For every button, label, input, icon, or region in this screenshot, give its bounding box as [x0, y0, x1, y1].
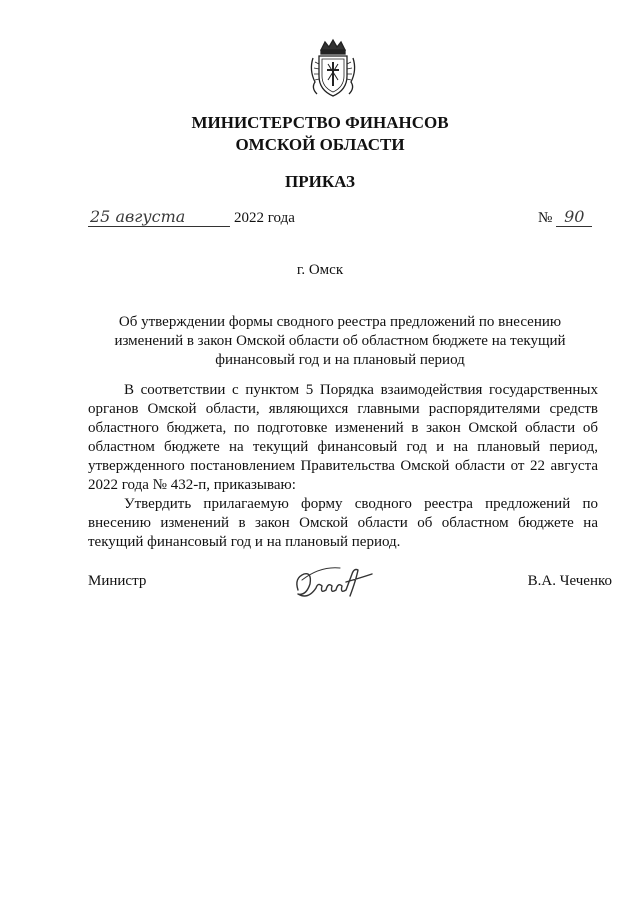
body-paragraph-1: В соответствии с пунктом 5 Порядка взаимодействия государственных органов Омской области, являющихся главными распорядителями средств областного бюджета, по подготовке изменений в закон Омской области об областном бюджете на текущий финансовый год и на плановый период, утвержденного постановлением Правительства Омской области от 22 августа 2022 года № 432-п, приказываю:	[88, 382, 598, 493]
organization-name-line1: МИНИСТЕРСТВО ФИНАНСОВ	[191, 113, 449, 132]
document-number	[538, 208, 618, 227]
document-subject: Об утверждении формы сводного реестра предложений по внесению изменений в закон Омской области об областном бюджете на текущий финансовый год и на плановый период	[114, 314, 566, 368]
handwritten-date: 25 августа	[88, 208, 230, 227]
signer-name: В.А. Чеченко	[527, 573, 612, 589]
coat-of-arms-icon	[307, 38, 359, 100]
document-body	[88, 381, 598, 552]
signer-title: Министр	[88, 573, 147, 589]
organization-name-line2: ОМСКОЙ ОБЛАСТИ	[235, 135, 405, 154]
body-paragraph-2: Утвердить прилагаемую форму сводного реестра предложений по внесению изменений в закон Омской области об областном бюджете на текущий финансовый год и на плановый период.	[88, 496, 598, 550]
city-line: г. Омск	[296, 262, 344, 278]
document-type-title: ПРИКАЗ	[285, 172, 355, 191]
date-year-text: 2022 года	[234, 210, 295, 226]
document-date	[88, 208, 328, 227]
signature-image	[290, 560, 380, 606]
handwritten-number: 90	[556, 208, 592, 227]
number-label: №	[538, 210, 553, 226]
